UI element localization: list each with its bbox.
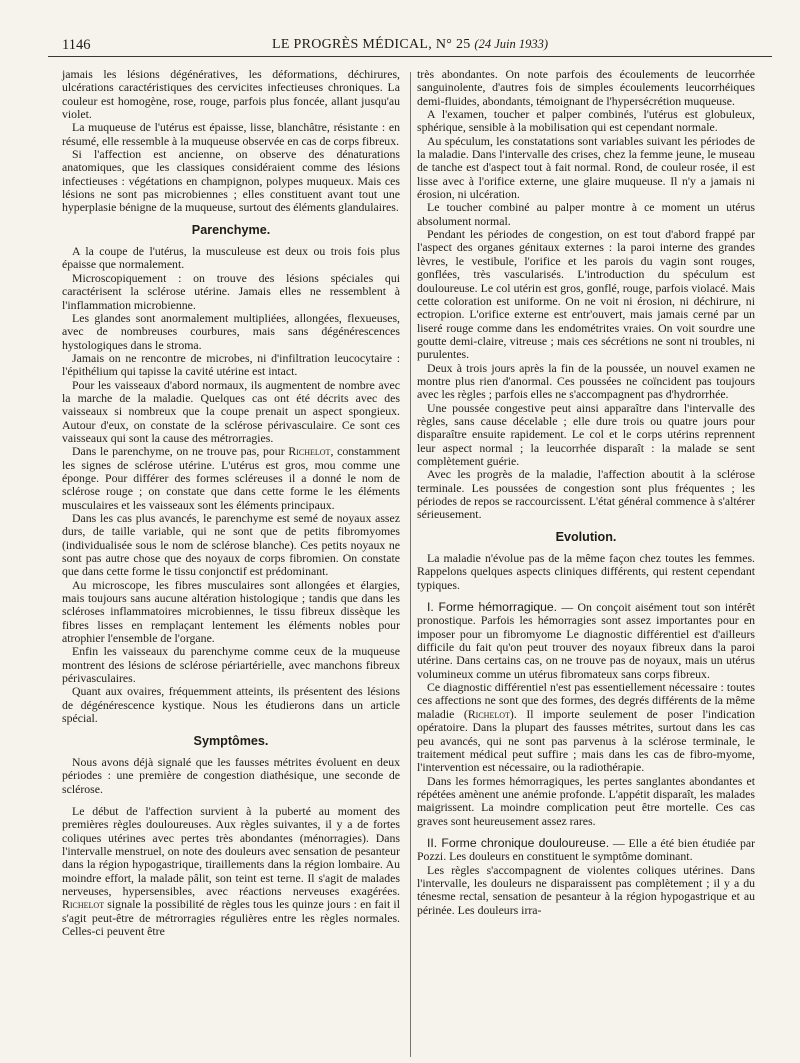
author-name: Richelot — [467, 706, 510, 721]
paragraph: Nous avons déjà signalé que les fausses métrites évoluent en deux périodes : une première de congestion diathésique, une seconde de sclérose. — [62, 754, 400, 796]
paragraph: très abondantes. On note parfois des écoulements de leucorrhée sanguinolente, d'autres fois de simples écoulements leucorrhéiques demi-fluides, abondants, témoignant de l'hypersécrétion muqueuse. — [417, 67, 755, 108]
paragraph: Deux à trois jours après la fin de la poussée, un nouvel examen ne montre plus rien d'anormal. Ces poussées ne coïncident pas toujours avec les règles ; parfois elles ne s'accompagnent pas d'hydrorrhée. — [417, 360, 755, 402]
paragraph: La muqueuse de l'utérus est épaisse, lisse, blanchâtre, résistante : en résumé, elle ressemble à la muqueuse observée en cas de corps fibreux. — [62, 120, 400, 148]
author-name: Richelot — [288, 444, 331, 459]
paragraph: Au spéculum, les constatations sont variables suivant les périodes de la maladie. Dans l'intervalle des crises, chez la femme jeune, le museau de tanche est d'aspect tout à fait normal. Rond, de couleur rosée, il est lisse avec à l'orifice externe, une glaire muqueuse. Il n'y a jamais ni érosion, ni ulcération. — [417, 133, 755, 202]
text-run: — On conçoit aisément tout son intérêt pronostique. Parfois les hémorragies sont assez importantes pour en imposer pour un fibromyome Le diagnostic différentiel est d'ailleurs difficile du fait qu'on peut trouver des noyaux fibreux dans la paroi utérine. Dans certains cas, on ne trouve pas de noyaux, mais un utérus volumineux comme un utérus fibromateux sans corps fibreux. — [417, 600, 755, 681]
paragraph: Avec les progrès de la maladie, l'affection aboutit à la sclérose terminale. Les poussées de congestion sont plus fréquentes ; les périodes de repos se raccourcissent. L'état général commence à s'altérer sérieusement. — [417, 467, 755, 522]
paragraph: Une poussée congestive peut ainsi apparaître dans l'intervalle des règles, sans cause décelable ; elle dure trois ou quatre jours pour disparaître ensuite rapidement. Le col et le corps utérins reprennent leur aspect normal ; la leucorrhée disparaît : la malade se sent complètement guérie. — [417, 400, 755, 468]
paragraph: Dans les formes hémorragiques, les pertes sanglantes abondantes et répétées amènent une anémie profonde. L'appétit disparaît, les malades maigrissent. La moindre complication peut être mortelle. Ces cas graves sont heureusement assez rares. — [417, 773, 755, 828]
text-run: ). Il importe seulement de poser l'indication opératoire. Dans la plupart des fausses métrites, surtout dans les cas peu avancés, qui ne sont pas parvenus à la sclérose terminale, le traitement médical peut suffire ; mais dans les cas de fibro-myome, l'intervention est nécessaire, ou la radiothérapie. — [417, 706, 755, 775]
section-heading-evolution: Evolution. — [555, 529, 617, 544]
paragraph: Dans les cas plus avancés, le parenchyme est semé de noyaux assez durs, de taille variable, qui ne sont que de petits fibromyomes (individualisée sous le nom de sclérose blanche). Ces petits noyaux ne sont pas autre chose que des noyaux de corps fibromien. On constate que dans cette forme le tissu conjonctif est prédominant. — [62, 511, 400, 579]
text-run: signale la possibilité de règles tous les quinze jours : en fait il s'agit peut-être de métrorragies régulières entre les règles normales. Celles-ci peuvent être — [62, 897, 400, 938]
running-header — [48, 34, 772, 57]
issue-date: (24 Juin 1933) — [474, 37, 549, 51]
paragraph: Les règles s'accompagnent de violentes coliques utérines. Dans l'intervalle, les douleurs ne disparaissent pas complètement ; il y a du ténesme rectal, sensation de pesanteur à la région hypogastrique et au périnée. Les douleurs irra- — [417, 862, 755, 917]
two-column-body — [62, 68, 772, 1057]
paragraph: Pour les vaisseaux d'abord normaux, ils augmentent de nombre avec la marche de la maladie. Quelques cas ont été décrits avec des vaisseaux si nombreux que la coupe prenait un aspect spongieux. Autour d'eux, on constate de la sclérose périvasculaire. Ce sont ces vaisseaux qui sont la cause des métrorragies. — [62, 377, 400, 445]
paragraph: Le toucher combiné au palper montre à ce moment un utérus absolument normal. — [417, 200, 755, 228]
subsection-title-hemorragique: I. Forme hémorragique. — [427, 600, 558, 615]
paragraph — [62, 445, 400, 512]
page-number: 1146 — [62, 37, 91, 53]
paragraph: Microscopiquement : on trouve des lésions spéciales qui caractérisent la sclérose utérine. Jamais elles ne ressemblent à l'inflammation microbienne. — [62, 270, 400, 312]
paragraph — [417, 601, 755, 681]
text-run: — Elle a été bien étudiée par Pozzi. Les douleurs en constituent le symptôme dominant. — [417, 835, 756, 864]
text-run: Ce diagnostic différentiel n'est pas essentiellement nécessaire : toutes ces affections ne sont que des formes, des degrés différents de la même maladie ( — [417, 680, 755, 721]
paragraph: Au microscope, les fibres musculaires sont allongées et élargies, mais toujours sans aucune altération histologique ; tandis que dans les scléroses inflammatoires microbiennes, le tissu fibreux dissèque les fibres lisses en remplaçant lentement les éléments nobles pour atrophier l'ensemble de l'organe. — [62, 577, 400, 646]
journal-name: LE PROGRÈS MÉDICAL, N° 25 — [271, 37, 471, 52]
subsection-title-douloureuse: II. Forme chronique douloureuse. — [427, 835, 610, 850]
section-heading-parenchyme: Parenchyme. — [191, 222, 271, 237]
paragraph: Enfin les vaisseaux du parenchyme comme ceux de la muqueuse montrent des lésions de sclérose périartérielle, avec manchons fibreux périvasculaires. — [62, 644, 400, 686]
paragraph — [417, 837, 755, 864]
paragraph: jamais les lésions dégénératives, les déformations, déchirures, ulcérations caractéristiques des cervicites infectieuses chroniques. La couleur est homogène, rose, rouge, parfois plus foncée, allant jusqu'au violet. — [62, 67, 400, 122]
author-name: Richelot — [62, 897, 105, 912]
paragraph: Si l'affection est ancienne, on observe des dénaturations anatomiques, que les classiques considéraient comme des lésions infectieuses : végétations en champignon, polypes muqueux. Mais ces lésions ne sont pas microbiennes ; elles constituent avant tout une hyperplasie bénigne de la muqueuse, surtout des éléments glandulaires. — [62, 147, 400, 215]
paragraph: Quant aux ovaires, fréquemment atteints, ils présentent des lésions de dégénérescence kystique. Nous les étudierons dans un article spécial. — [62, 684, 400, 726]
paragraph: A l'examen, toucher et palper combinés, l'utérus est globuleux, sphérique, sensible à la mobilisation qui est cependant normale. — [417, 107, 755, 135]
paragraph: Jamais on ne rencontre de microbes, ni d'infiltration leucocytaire : l'épithélium qui tapisse la cavité utérine est intact. — [62, 350, 400, 379]
left-column — [62, 68, 400, 1057]
text-run: Le début de l'affection survient à la puberté au moment des premières règles douloureuses. Aux règles suivantes, il y a de fortes coliques utérines avec pertes très abondantes (ménorragies). Dans l'intervalle menstruel, on note des douleurs avec sensation de pesanteur dans la région hypogastrique, tiraillements dans la région lombaire. Au moindre effort, la malade pâlit, son teint est terne. Il s'agit de malades nerveuses, hypersensibles, avec réactions nerveuses exagérées. — [62, 803, 400, 898]
section-heading-symptomes: Symptômes. — [193, 733, 269, 748]
column-divider — [410, 72, 411, 1057]
paragraph: A la coupe de l'utérus, la musculeuse est deux ou trois fois plus épaisse que normalement. — [62, 244, 400, 272]
paragraph — [62, 805, 400, 938]
text-run: , constamment les signes de sclérose utérine. L'utérus est gros, mou comme une éponge. Pour différer des formes scléreuses il a donné le nom de sclérose rouge ; on constate que dans cette forme le les éléments musculaires et les vaisseaux sont les éléments principaux. — [62, 444, 400, 512]
right-column — [417, 68, 755, 1057]
paragraph: Pendant les périodes de congestion, on est tout d'abord frappé par l'aspect des organes génitaux externes : la paroi interne des grandes lèvres, le vestibule, l'orifice et les parois du vagin sont rouges, gonflées, très vascularisés. L'introduction du spéculum est douloureuse. Le col utérin est gros, gonflé, rouge, parfois violacé. Mais cette coloration est uniforme. On ne voit ni érosion, ni déchirure, ni ectropion. L'orifice externe est entr'ouvert, mais jamais cerné par un liseré rouge comme dans les endométrites vraies. On voit sourdre une goutte demi-claire, vitreuse ; mais ces sécrétions ne sont ni troubles, ni purulentes. — [417, 227, 755, 362]
paragraph: La maladie n'évolue pas de la même façon chez toutes les femmes. Rappelons quelques aspects cliniques différents, qui restent cependant typiques. — [417, 551, 755, 592]
paragraph: Les glandes sont anormalement multipliées, allongées, flexueuses, avec de nombreuses courbures, mais sans dégénérescences hystologiques dans le stroma. — [62, 310, 400, 352]
journal-title — [48, 37, 772, 53]
text-run: Dans le parenchyme, on ne trouve pas, pour — [72, 444, 289, 459]
paragraph — [417, 681, 755, 774]
